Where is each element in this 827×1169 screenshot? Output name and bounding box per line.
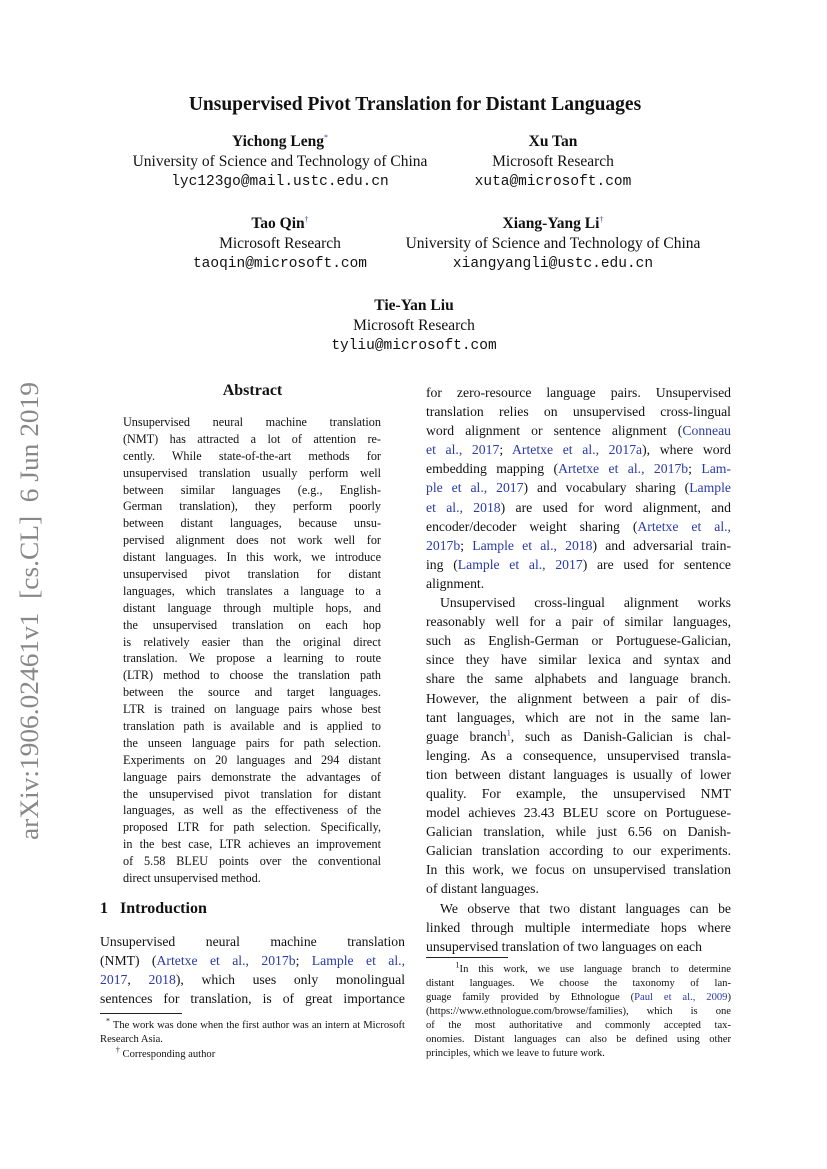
- author-block-qin: [160, 214, 400, 274]
- abstract-line: between the source and target languages.: [123, 685, 381, 700]
- intro-line: tant languages, which are not in the same lan-: [426, 709, 731, 725]
- author-name: Xiang-Yang Li: [502, 215, 600, 232]
- intro-line: since they have similar lexica and syntax and: [426, 652, 731, 668]
- footnote-line: $^1$In this work, we use language branch to determine: [455, 960, 731, 975]
- abstract-line: languages, as well as the effectiveness of the: [123, 803, 381, 818]
- intro-line: In this work, we focus on unsupervised translation: [426, 862, 731, 878]
- intro-line: unsupervised translation of two languages on each: [426, 938, 702, 954]
- footnote-line: guage family provided by Ethnologue (Paul et al., 2009): [426, 992, 731, 1003]
- author-block-liu: [290, 296, 538, 356]
- author-mark: †: [599, 214, 604, 224]
- abstract-line: the unseen language pairs for path selection.: [123, 735, 381, 750]
- abstract-line: (NMT) has attracted a lot of attention re-: [123, 431, 381, 446]
- intro-line: of distant languages.: [426, 881, 539, 897]
- intro-line: translation relies on unsupervised cross-lingual: [426, 404, 731, 420]
- intro-left-column: [100, 932, 405, 1008]
- intro-line: share the same alphabets and language branch.: [426, 671, 731, 687]
- abstract-line: proposed LTR for path selection. Specifically,: [123, 820, 381, 835]
- author-block-li: [388, 214, 718, 274]
- abstract-line: pervised alignment does not work well for: [123, 533, 381, 548]
- intro-line: ing (Lample et al., 2017) are used for sentence: [426, 556, 731, 572]
- section-heading-introduction: [100, 900, 400, 918]
- footnote-line: of the most authoritative and commonly accepted tax-: [426, 1020, 731, 1031]
- intro-line: tion between distant languages is usually of lower: [426, 766, 731, 782]
- author-affiliation: University of Science and Technology of China: [405, 235, 701, 252]
- footnote-left-1: [100, 1016, 406, 1047]
- abstract-line: between similar languages (e.g., English-: [123, 482, 381, 497]
- intro-line: embedding mapping (Artetxe et al., 2017b; Lam-: [426, 461, 731, 477]
- abstract-line: of 5.58 BLEU points over the conventional: [123, 854, 381, 869]
- author-affiliation: University of Science and Technology of China: [132, 153, 428, 170]
- footnote-line: principles, which we leave to future work.: [426, 1048, 605, 1059]
- intro-line: Unsupervised neural machine translation: [100, 934, 405, 949]
- footnote-mark: *: [106, 1016, 111, 1026]
- author-name: Yichong Leng: [231, 133, 324, 150]
- arxiv-stamp: [8, 378, 48, 848]
- intro-line: (NMT) (Artetxe et al., 2017b; Lample et al.,: [100, 953, 406, 969]
- abstract-line: LTR is trained on language pairs whose best: [123, 702, 381, 717]
- abstract-line: translation path is available and is applied to: [123, 719, 381, 734]
- intro-line: Galician translation according to our experiments.: [426, 843, 731, 859]
- abstract-line: language pairs demonstrate the advantages of: [123, 769, 381, 784]
- footnote-left-2: [100, 1045, 405, 1062]
- paper-title: Unsupervised Pivot Translation for Distant Languages: [188, 94, 642, 115]
- intro-line: word alignment or sentence alignment (Conneau: [426, 423, 731, 439]
- author-mark: *: [324, 132, 328, 142]
- abstract-line: direct unsupervised method.: [123, 871, 261, 886]
- footnote-right: [426, 960, 731, 1061]
- intro-line: such as English-German or Portuguese-Galician,: [426, 633, 731, 649]
- abstract-body: [123, 414, 381, 887]
- abstract-line: translation. We propose a learning to route: [123, 651, 381, 666]
- author-affiliation: Microsoft Research: [492, 153, 614, 170]
- footnote-text: Corresponding author: [122, 1049, 216, 1060]
- footnote-line: distant languages. We choose the taxonomy of lan-: [426, 978, 731, 989]
- abstract-line: unsupervised translation usually perform well: [123, 465, 381, 480]
- intro-line: alignment.: [426, 575, 485, 591]
- abstract-line: in the best case, LTR achieves an improvement: [123, 837, 381, 852]
- intro-line: lenging. As a consequence, unsupervised transla-: [426, 747, 731, 763]
- intro-line: quality. For example, the unsupervised NMT: [426, 785, 731, 801]
- abstract-line: the unsupervised translation on each hop: [123, 617, 381, 632]
- abstract-heading: Abstract: [222, 382, 283, 399]
- intro-line: sentences for translation, is of great importance: [100, 991, 405, 1007]
- author-email: xiangyangli@ustc.edu.cn: [452, 256, 654, 272]
- intro-line: reasonably well for a pair of similar languages,: [426, 614, 731, 630]
- intro-line: linked through multiple intermediate hops where: [426, 919, 731, 935]
- abstract-line: is relatively easier than the original direct: [123, 634, 381, 649]
- author-name: Xu Tan: [528, 133, 578, 150]
- author-email: taoqin@microsoft.com: [192, 256, 368, 272]
- intro-line: encoder/decoder weight sharing (Artetxe et al.,: [426, 518, 731, 534]
- footnote-text: The work was done when the first author was an intern at Microsoft Research Asia.: [100, 1020, 406, 1045]
- footnote-rule: [100, 1013, 182, 1014]
- intro-line: et al., 2018) are used for word alignment, and: [426, 499, 731, 515]
- footnote-line: (https://www.ethnologue.com/browse/families), which is one: [426, 1006, 731, 1017]
- author-email: lyc123go@mail.ustc.edu.cn: [171, 174, 389, 190]
- intro-line: 2017, 2018), which uses only monolingual: [100, 972, 406, 988]
- abstract-line: unsupervised pivot translation for distant: [123, 567, 381, 582]
- intro-line: We observe that two distant languages can be: [440, 900, 731, 916]
- author-block-leng: [110, 132, 450, 192]
- author-mark: †: [304, 214, 309, 224]
- intro-line: ple et al., 2017) and vocabulary sharing (Lample: [426, 480, 731, 496]
- intro-line: Unsupervised cross-lingual alignment works: [440, 595, 731, 611]
- author-block-tan: [430, 132, 676, 192]
- abstract-line: (LTR) method to choose the translation path: [123, 668, 381, 683]
- abstract-line: distant languages. In this work, we introduce: [123, 550, 381, 565]
- author-email: xuta@microsoft.com: [474, 174, 632, 190]
- intro-line: et al., 2017; Artetxe et al., 2017a), where word: [426, 442, 731, 458]
- abstract-line: between distant languages, because unsu-: [123, 516, 381, 531]
- abstract-line: Experiments on 20 languages and 294 distant: [123, 752, 381, 767]
- intro-line: guage branch$^1$, such as Danish-Galician is chal-: [426, 728, 731, 744]
- intro-line: However, the alignment between a pair of dis-: [426, 690, 731, 706]
- abstract-line: German translation), they perform poorly: [123, 499, 381, 514]
- intro-right-column: [426, 383, 731, 956]
- abstract-line: languages, which translates a language to a: [123, 583, 381, 598]
- section-number: 1: [100, 900, 108, 917]
- abstract-line: cently. While state-of-the-art methods for: [123, 448, 381, 463]
- author-email: tyliu@microsoft.com: [331, 338, 497, 354]
- intro-line: Galician translation, while just 6.56 on Danish-: [426, 824, 731, 840]
- author-name: Tie-Yan Liu: [374, 297, 454, 314]
- abstract-line: distant language through multiple hops, and: [123, 600, 381, 615]
- footnote-rule: [426, 957, 508, 958]
- arxiv-id-text: arXiv:1906.02461v1 [cs.CL] 6 Jun 2019: [15, 405, 44, 840]
- abstract-line: the unsupervised pivot translation for distant: [123, 786, 381, 801]
- footnote-line: onomies. Distant languages can also be defined using other: [426, 1034, 731, 1045]
- intro-line: model achieves 23.43 BLEU score on Portuguese-: [426, 805, 731, 821]
- author-name: Tao Qin: [251, 215, 305, 232]
- author-affiliation: Microsoft Research: [353, 317, 475, 334]
- section-title: Introduction: [120, 900, 207, 917]
- abstract-line: Unsupervised neural machine translation: [123, 415, 381, 429]
- author-affiliation: Microsoft Research: [219, 235, 341, 252]
- intro-line: for zero-resource language pairs. Unsupervised: [426, 385, 731, 400]
- intro-line: 2017b; Lample et al., 2018) and adversarial train-: [426, 537, 732, 553]
- footnote-mark: †: [115, 1045, 120, 1055]
